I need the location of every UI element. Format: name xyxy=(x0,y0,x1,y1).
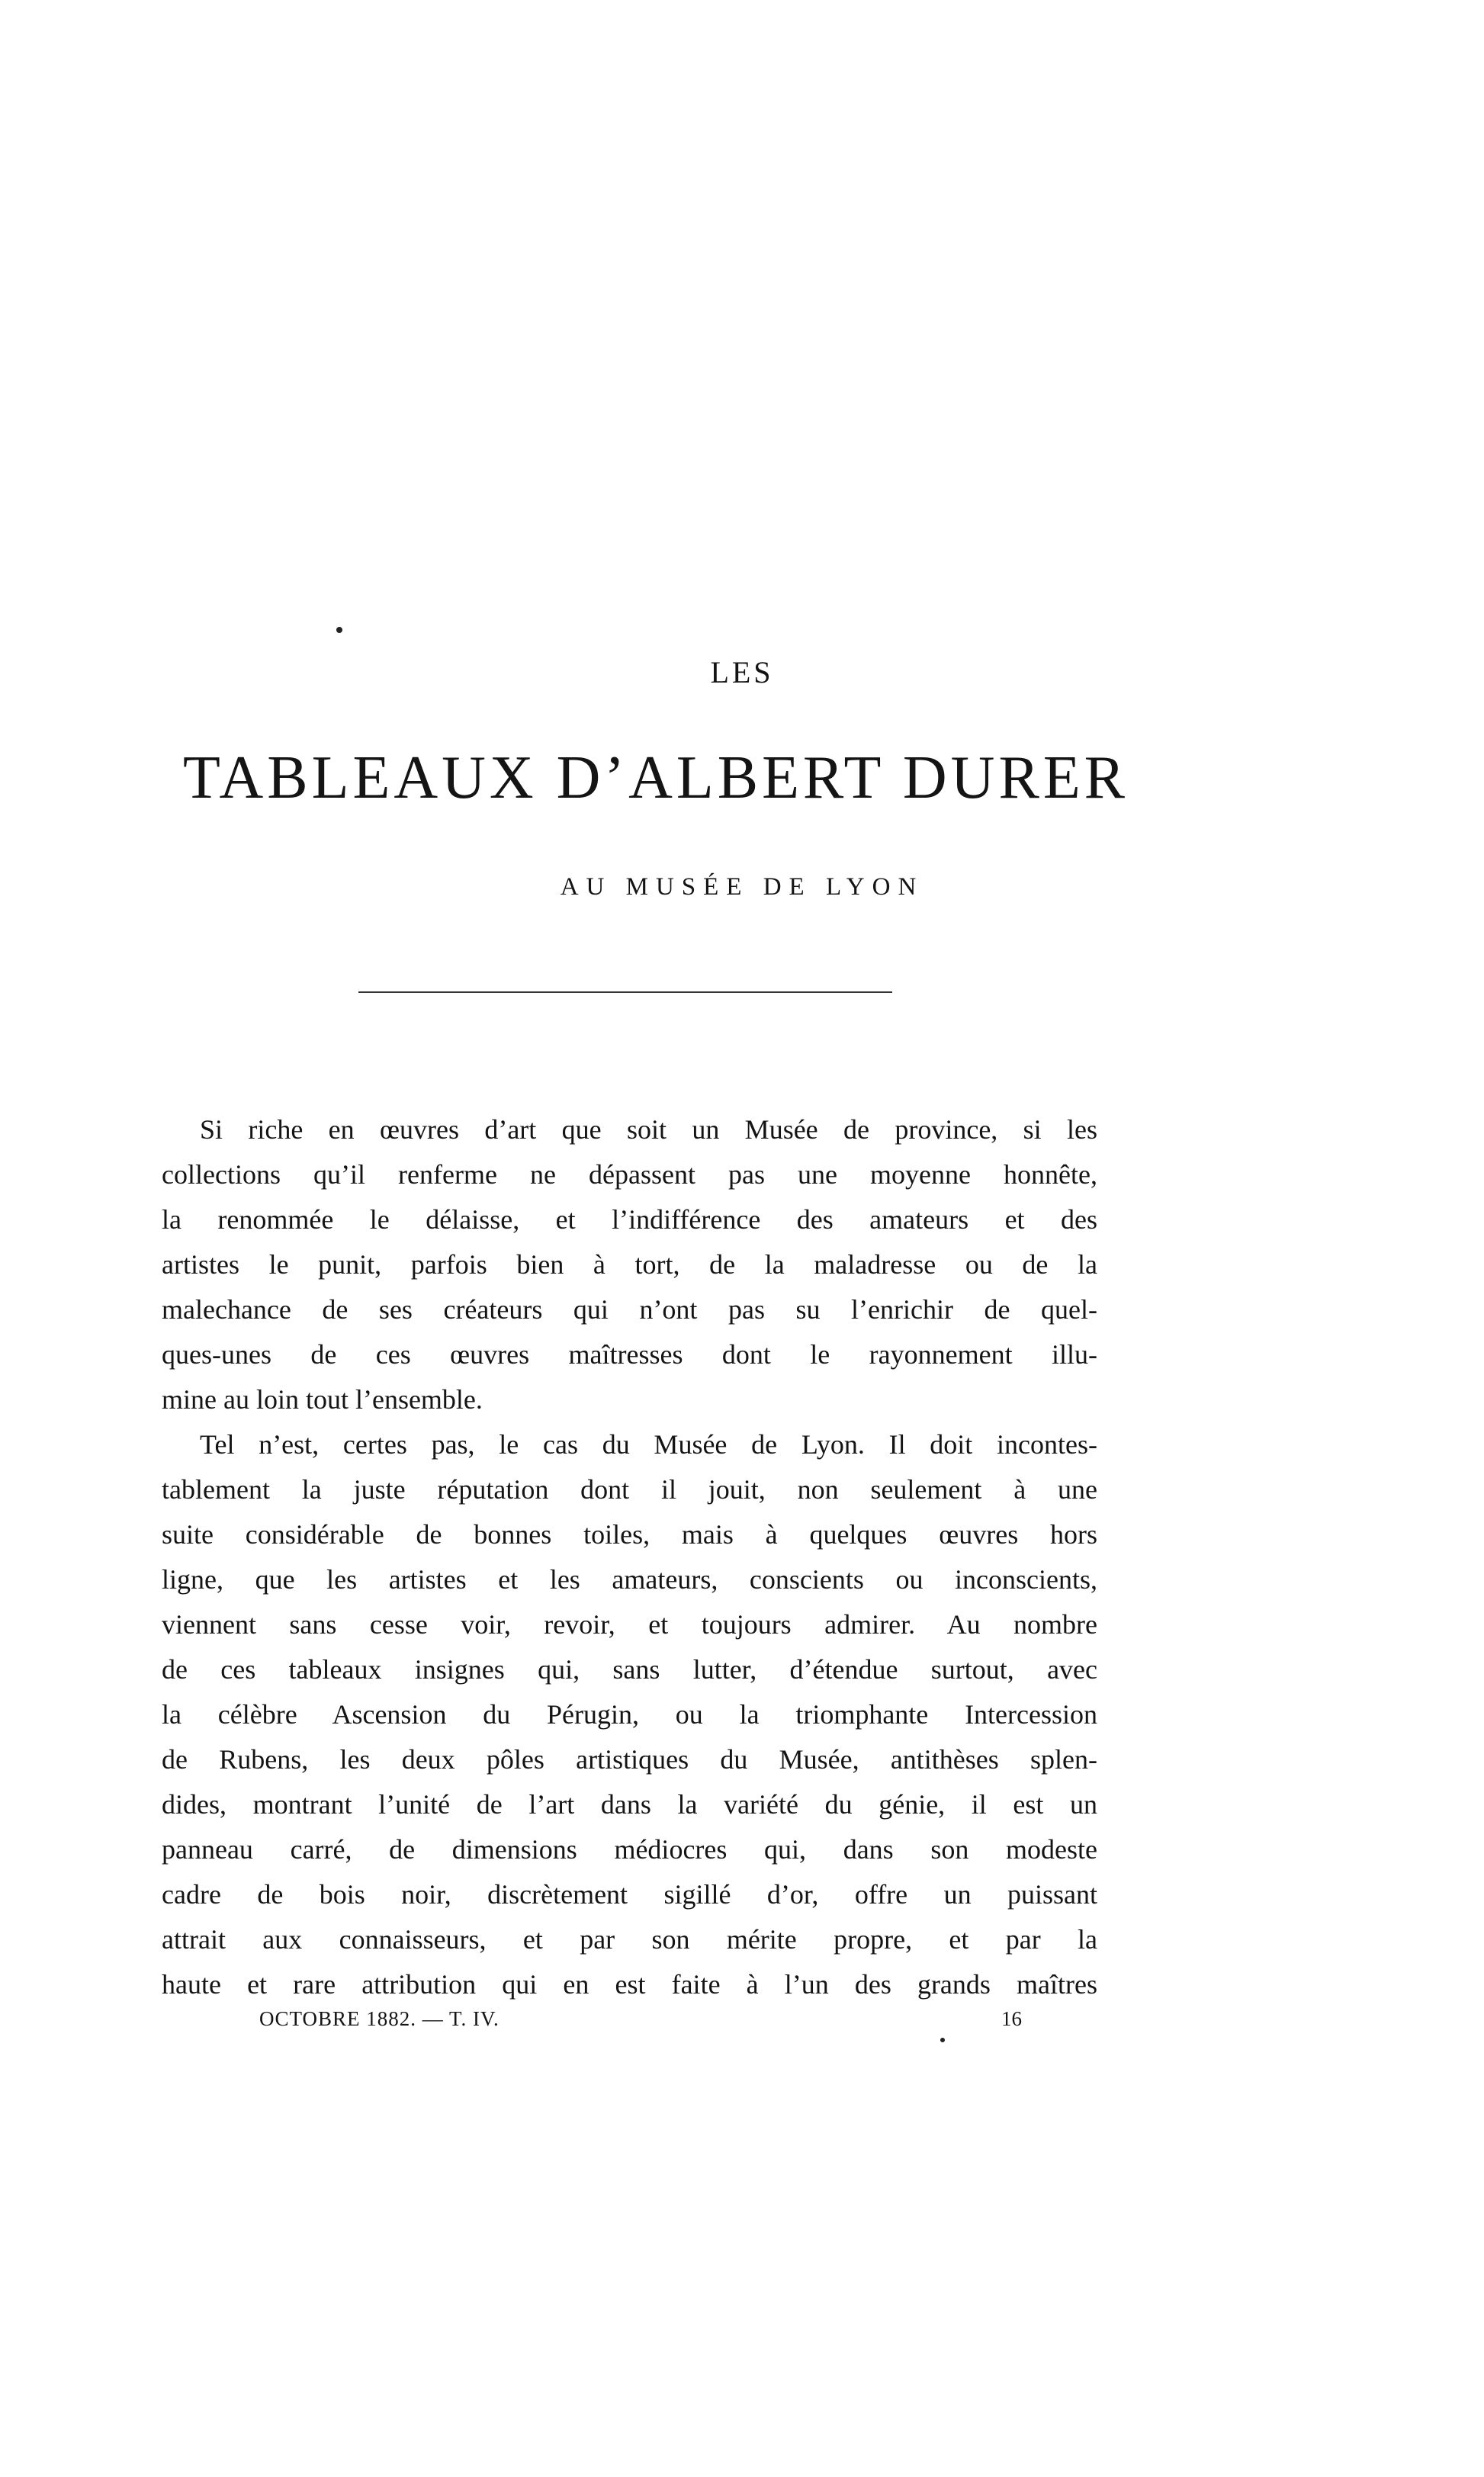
text-line: ligne, que les artistes et les amateurs, conscients ou inconscients, xyxy=(162,1564,1097,1595)
text-line: Si riche en œuvres d’art que soit un Musée de province, si les xyxy=(200,1114,1097,1145)
text-line: la renommée le délaisse, et l’indifférence des amateurs et des xyxy=(162,1204,1097,1235)
text-line: suite considérable de bonnes toiles, mais à quelques œuvres hors xyxy=(162,1519,1097,1550)
text-line: tablement la juste réputation dont il jouit, non seulement à une xyxy=(162,1474,1097,1505)
text-line: Tel n’est, certes pas, le cas du Musée de Lyon. Il doit incontes- xyxy=(200,1429,1097,1460)
text-line: de Rubens, les deux pôles artistiques du Musée, antithèses splen- xyxy=(162,1744,1097,1775)
text-line: ques-unes de ces œuvres maîtresses dont le rayonnement illu- xyxy=(162,1339,1097,1370)
page-number: 16 xyxy=(1001,2007,1022,2030)
text-line: attrait aux connaisseurs, et par son mérite propre, et par la xyxy=(162,1924,1097,1955)
text-line: malechance de ses créateurs qui n’ont pas su l’enrichir de quel- xyxy=(162,1294,1097,1325)
title-divider xyxy=(358,991,892,993)
text-line: de ces tableaux insignes qui, sans lutter, d’étendue surtout, avec xyxy=(162,1654,1097,1685)
article-body xyxy=(162,1107,1097,2007)
text-line: panneau carré, de dimensions médiocres qui, dans son modeste xyxy=(162,1834,1097,1865)
stray-mark xyxy=(940,2038,945,2042)
stray-mark xyxy=(336,627,342,633)
page-subtitle: AU MUSÉE DE LYON xyxy=(560,873,924,901)
text-line: la célèbre Ascension du Pérugin, ou la triomphante Intercession xyxy=(162,1699,1097,1730)
text-line: dides, montrant l’unité de l’art dans la variété du génie, il est un xyxy=(162,1789,1097,1820)
text-line: haute et rare attribution qui en est faite à l’un des grands maîtres xyxy=(162,1969,1097,2000)
page-footer xyxy=(259,2007,1022,2038)
text-line: viennent sans cesse voir, revoir, et toujours admirer. Au nombre xyxy=(162,1609,1097,1640)
title-kicker: LES xyxy=(710,655,774,689)
text-line: mine au loin tout l’ensemble. xyxy=(162,1384,483,1415)
page-title: TABLEAUX D’ALBERT DURER xyxy=(183,744,1129,811)
issue-label: OCTOBRE 1882. — T. IV. xyxy=(259,2007,499,2030)
text-line: collections qu’il renferme ne dépassent pas une moyenne honnête, xyxy=(162,1159,1097,1190)
text-line: artistes le punit, parfois bien à tort, de la maladresse ou de la xyxy=(162,1249,1097,1280)
text-line: cadre de bois noir, discrètement sigillé d’or, offre un puissant xyxy=(162,1879,1097,1910)
